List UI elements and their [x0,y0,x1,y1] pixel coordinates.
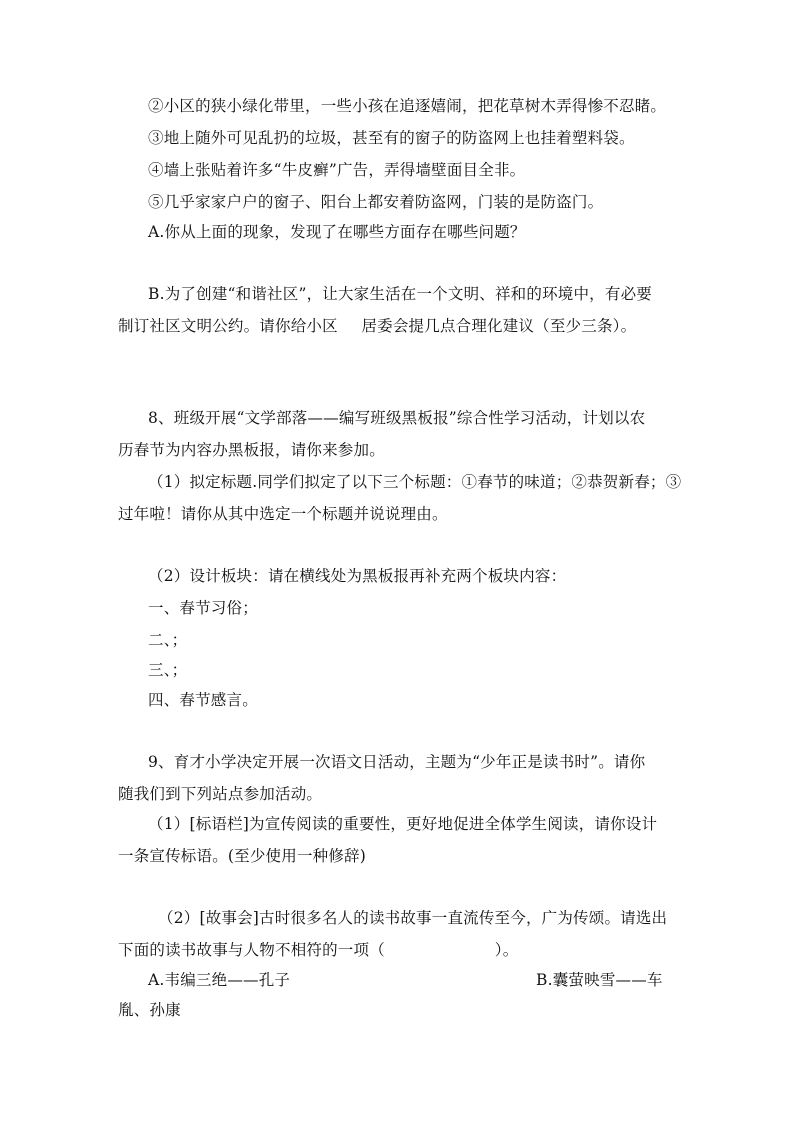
question-9-intro-line-2: 随我们到下列站点参加活动。 [118,785,323,803]
board-section-4: 四、春节感言。 [148,691,258,709]
question-8-intro-line-2: 历春节为内容办黑板报，请你来参加。 [118,441,385,459]
question-b-line-1: B.为了创建“和谐社区”，让大家生活在一个文明、祥和的环境中，有必要 [148,285,652,303]
question-8-1-line-1: （1）拟定标题.同学们拟定了以下三个标题：①春节的味道；②恭贺新春；③ [148,473,682,491]
observation-4: ④墙上张贴着许多“牛皮癣”广告，弄得墙壁面目全非。 [148,161,526,179]
board-section-2: 二、； [148,631,188,649]
observation-5: ⑤几乎家家户户的窗子、阳台上都安着防盗网，门装的是防盗门。 [148,193,604,211]
question-8-2: （2）设计板块：请在横线处为黑板报再补充两个板块内容： [148,567,567,585]
option-b-continuation: 胤、孙康 [118,1001,181,1019]
board-section-1: 一、春节习俗； [148,599,258,617]
observation-3: ③地上随外可见乱扔的垃圾，甚至有的窗子的防盗网上也挂着塑料袋。 [148,129,635,147]
question-9-1-line-2: 一条宣传标语。(至少使用一种修辞) [118,847,366,865]
question-9-2-line-1: （2）[故事会]古时很多名人的读书故事一直流传至今，广为传颂。请选出 [158,909,668,927]
question-a: A.你从上面的现象，发现了在哪些方面存在哪些问题？ [148,223,526,241]
option-b: B.囊萤映雪——车 [536,971,663,989]
question-9-1-line-1: （1）[标语栏]为宣传阅读的重要性，更好地促进全体学生阅读，请你设计 [148,815,658,833]
question-8-1-line-2: 过年啦！请你从其中选定一个标题并说说理由。 [118,505,448,523]
board-section-3: 三、； [148,661,188,679]
question-8-intro-line-1: 8、班级开展“文学部落——编写班级黑板报”综合性学习活动，计划以农 [148,409,646,427]
observation-2: ②小区的狭小绿化带里，一些小孩在追逐嬉闹，把花草树木弄得惨不忍睹。 [148,97,667,115]
question-9-intro-line-1: 9、育才小学决定开展一次语文日活动，主题为“少年正是读书时”。请你 [148,753,646,771]
question-9-2-line-2: 下面的读书故事与人物不相符的一项（ ）。 [118,941,519,959]
question-b-line-2: 制订社区文明公约。请你给小区 居委会提几点合理化建议（至少三条）。 [118,317,637,335]
option-a: A.韦编三绝——孔子 [148,971,291,989]
